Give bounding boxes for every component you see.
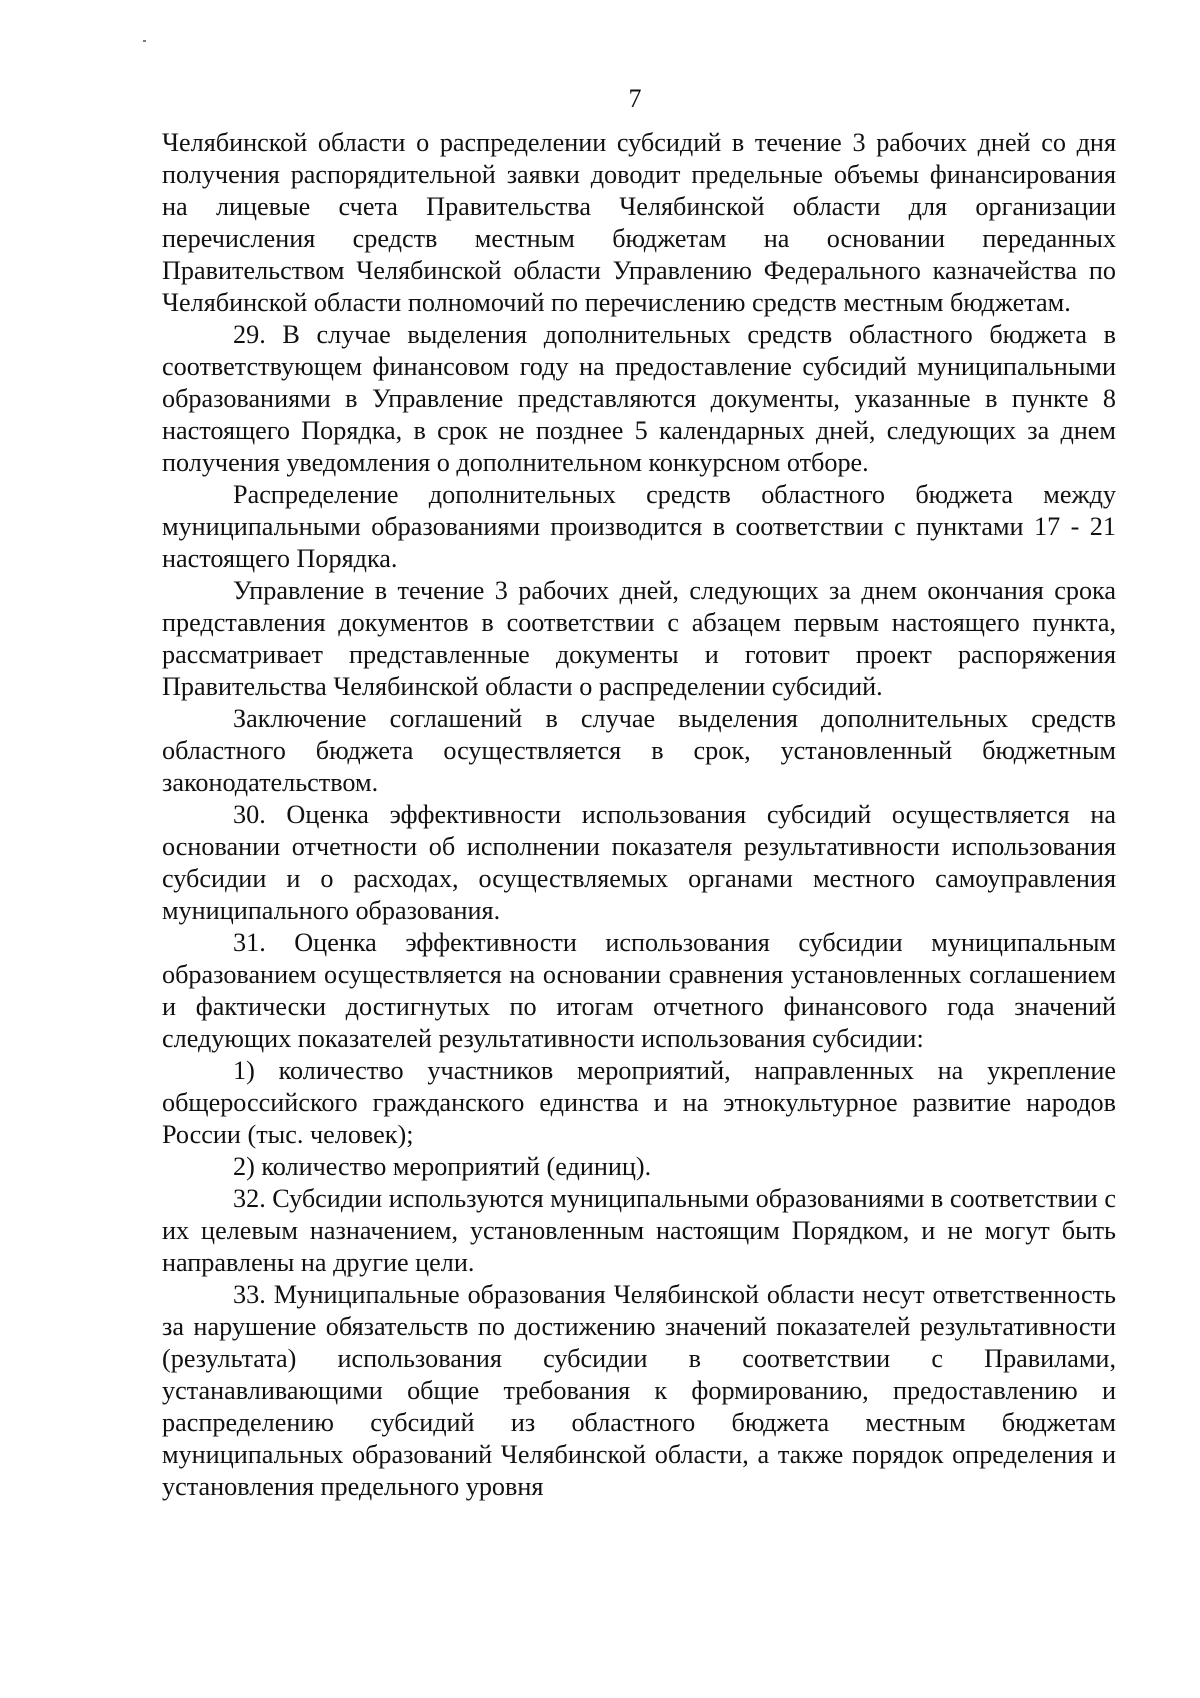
document-body xyxy=(162,127,1116,1503)
paragraph: 33. Муниципальные образования Челябинской области несут ответственность за нарушение обязательств по достижению значений показателей результативности (результата) использования субсидии в соответствии с Правилами, устанавливающими общие требования к формированию, предоставлению и распределению субсидий из областного бюджета местным бюджетам муниципальных образований Челябинской области, а также порядок определения и установления предельного уровня xyxy=(162,1280,1116,1501)
paragraph: 1) количество участников мероприятий, направленных на укрепление общероссийского гражданского единства и на этнокультурное развитие народов России (тыс. человек); xyxy=(162,1056,1116,1149)
paragraph: 29. В случае выделения дополнительных средств областного бюджета в соответствующем финансовом году на предоставление субсидий муниципальными образованиями в Управление представляются документы, указанные в пункте 8 настоящего Порядка, в срок не позднее 5 календарных дней, следующих за днем получения уведомления о дополнительном конкурсном отборе. xyxy=(162,320,1116,477)
paragraph: 30. Оценка эффективности использования субсидий осуществляется на основании отчетности об исполнении показателя результативности использования субсидии и о расходах, осуществляемых органами местного самоуправления муниципального образования. xyxy=(162,800,1116,925)
paragraph: Заключение соглашений в случае выделения дополнительных средств областного бюджета осуществляется в срок, установленный бюджетным законодательством. xyxy=(162,704,1116,797)
paragraph: 31. Оценка эффективности использования субсидии муниципальным образованием осуществляется на основании сравнения установленных соглашением и фактически достигнутых по итогам отчетного финансового года значений следующих показателей результативности использования субсидии: xyxy=(162,928,1116,1053)
paragraph: Челябинской области о распределении субсидий в течение 3 рабочих дней со дня получения распорядительной заявки доводит предельные объемы финансирования на лицевые счета Правительства Челябинской области для организации перечисления средств местным бюджетам на основании переданных Правительством Челябинской области Управлению Федерального казначейства по Челябинской области полномочий по перечислению средств местным бюджетам. xyxy=(162,128,1116,317)
paragraph: 2) количество мероприятий (единиц). xyxy=(233,1152,652,1181)
page-number: 7 xyxy=(628,84,642,113)
scan-speck xyxy=(143,40,146,42)
paragraph: 32. Субсидии используются муниципальными образованиями в соответствии с их целевым назначением, установленным настоящим Порядком, и не могут быть направлены на другие цели. xyxy=(162,1184,1116,1277)
paragraph: Распределение дополнительных средств областного бюджета между муниципальными образованиями производится в соответствии с пунктами 17 - 21 настоящего Порядка. xyxy=(162,480,1116,573)
paragraph: Управление в течение 3 рабочих дней, следующих за днем окончания срока представления документов в соответствии с абзацем первым настоящего пункта, рассматривает представленные документы и готовит проект распоряжения Правительства Челябинской области о распределении субсидий. xyxy=(162,576,1116,701)
